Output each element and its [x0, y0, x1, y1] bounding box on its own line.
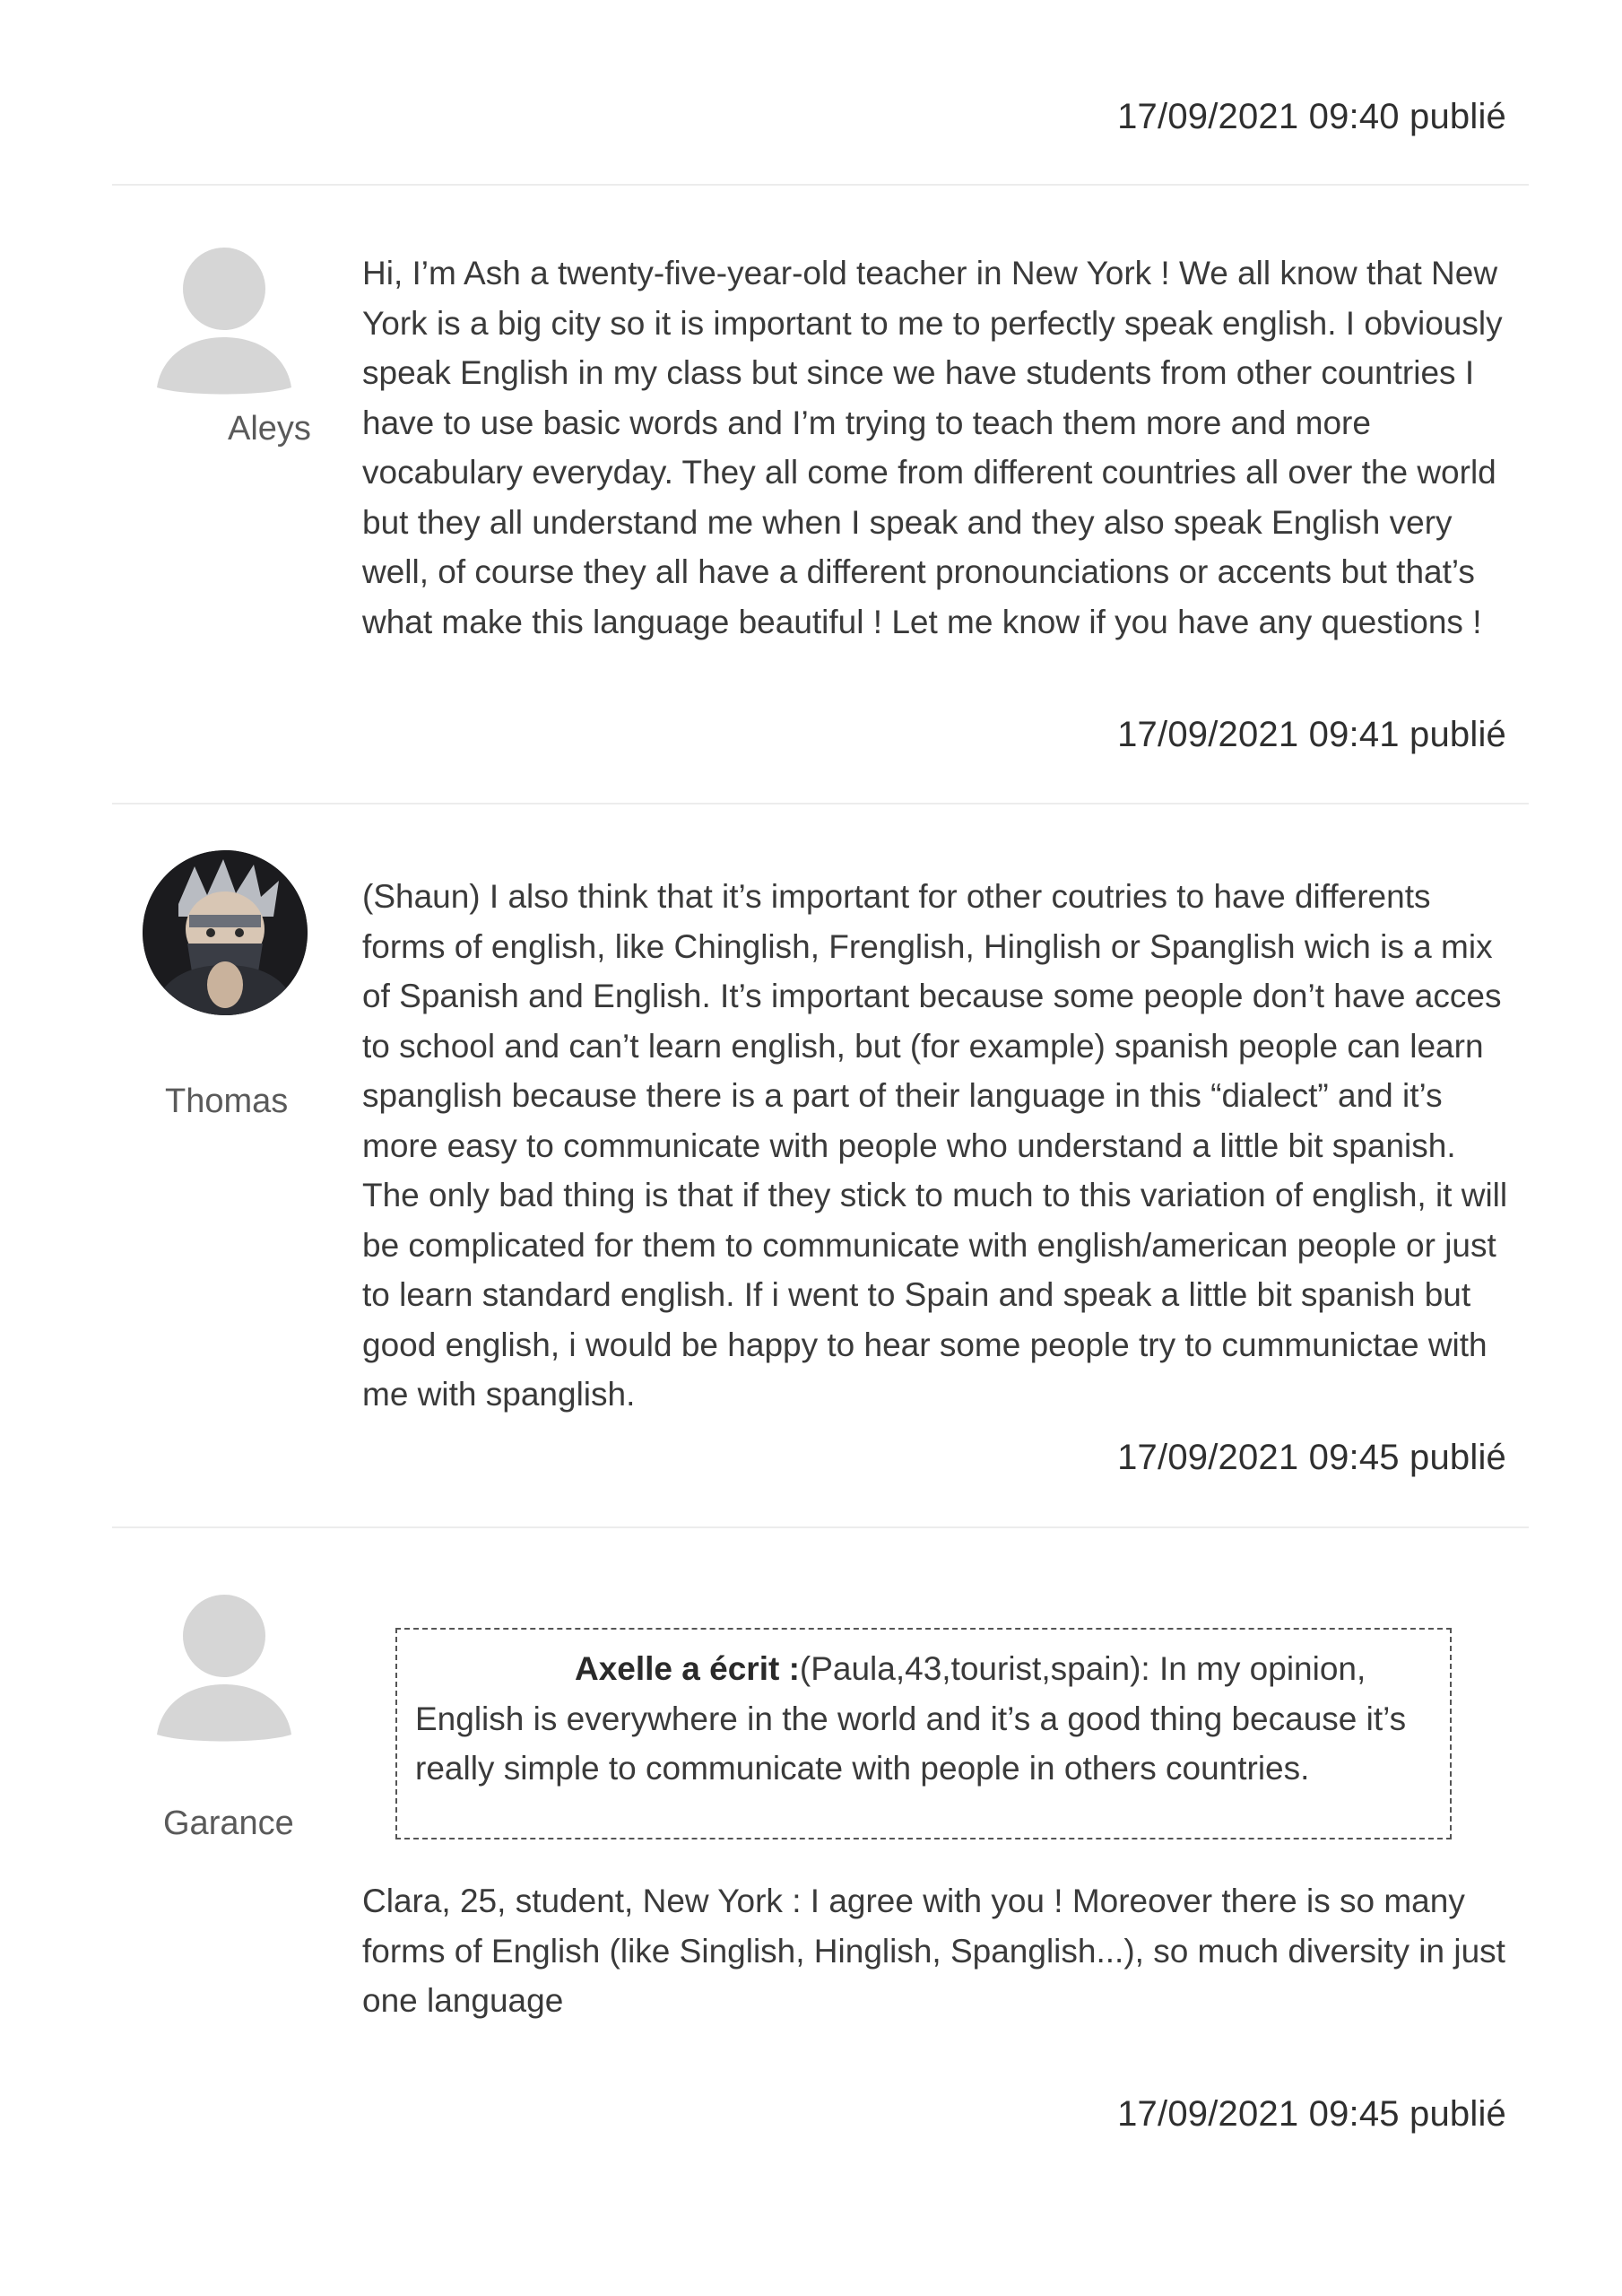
comment-thread [112, 0, 1529, 2296]
comment-author-name[interactable]: Thomas [165, 1083, 289, 1120]
default-avatar-icon[interactable] [157, 1589, 291, 1742]
post-timestamp: 17/09/2021 09:45 publié [1117, 1438, 1506, 1477]
post-timestamp: 17/09/2021 09:41 publié [1117, 715, 1506, 754]
post-divider [112, 803, 1529, 804]
post-divider [112, 1526, 1529, 1528]
quote-author: Axelle a écrit : [575, 1650, 800, 1687]
user-photo-avatar[interactable] [143, 850, 308, 1015]
comment-author-name[interactable]: Garance [163, 1805, 294, 1842]
post-divider [112, 184, 1529, 186]
post-timestamp: 17/09/2021 09:40 publié [1117, 97, 1506, 136]
quoted-comment [395, 1628, 1452, 1839]
comment-author-name[interactable]: Aleys [228, 410, 311, 448]
quote-text: (Paula,43,tourist,spain): In my opinion, English is everywhere in the world and it’s a good thing because it’s really simple to communicate with people in others countries. [415, 1650, 1407, 1787]
post-timestamp: 17/09/2021 09:45 publié [1117, 2094, 1506, 2134]
comment-body: Hi, I’m Ash a twenty-five-year-old teacher in New York ! We all know that New York is a big city so it is important to me to perfectly speak english. I obviously speak English in my class but since we have students from other countries I have to use basic words and I’m trying to teach them more and more vocabulary everyday. They all come from different countries all over the world but they all understand me when I speak and they also speak English very well, of course they all have a different pronounciations or accents but that’s what make this language beautiful ! Let me know if you have any questions ! [362, 255, 1503, 640]
default-avatar-icon[interactable] [157, 242, 291, 395]
comment-body: Clara, 25, student, New York : I agree with you ! Moreover there is so many forms of English (like Singlish, Hinglish, Spanglish...), so much diversity in just one language [362, 1883, 1505, 2019]
comment-body: (Shaun) I also think that it’s important for other coutries to have differents forms of english, like Chinglish, Frenglish, Hinglish or Spanglish wich is a mix of Spanish and English. It’s important because some people don’t have acces to school and can’t learn english, but (for example) spanish people can learn spanglish because there is a part of their language in this “dialect” and it’s more easy to communicate with people who understand a little bit spanish. The only bad thing is that if they stick to much to this variation of english, it will be complicated for them to communicate with english/american people or just to learn standard english. If i went to Spain and speak a little bit spanish but good english, i would be happy to hear some people try to cummunictae with me with spanglish. [362, 878, 1508, 1413]
